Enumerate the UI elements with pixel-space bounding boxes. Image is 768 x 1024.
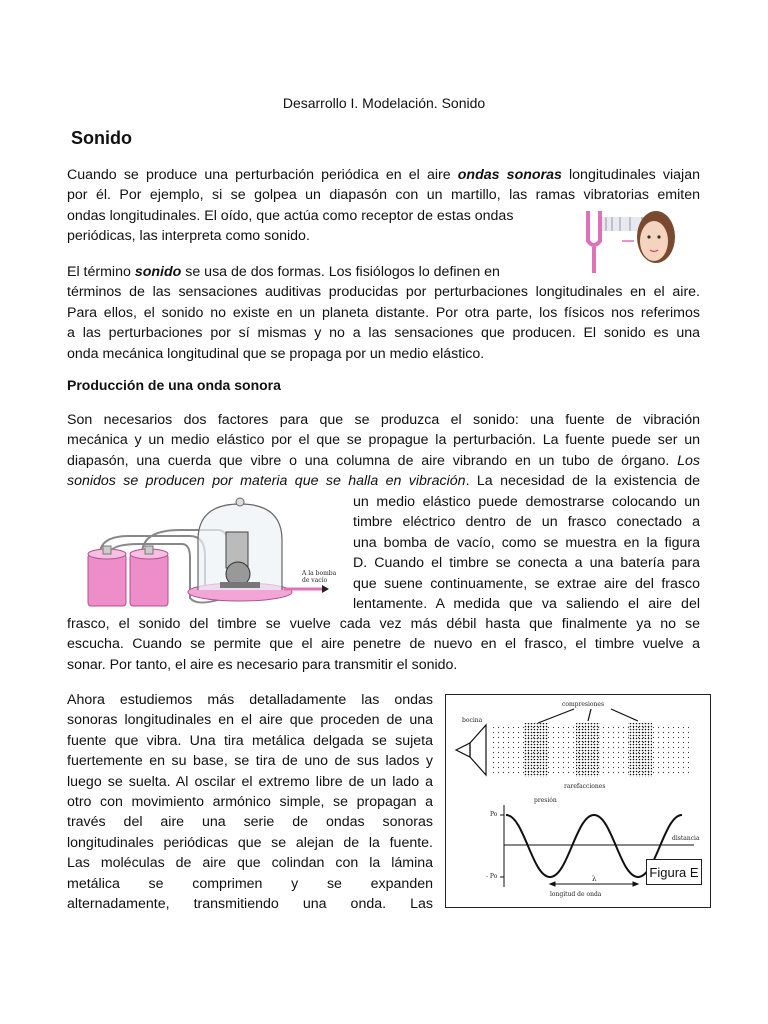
text-line: diapasón, una cuerda que vibre o una columna de aire vibrando en un tubo de órgano. Los [67,452,700,469]
face-icon [637,211,675,263]
text-line: escucha. Cuando se permite que el aire penetre de nuevo en el frasco, el timbre vuelve a [67,636,700,653]
text-line: través del aire una serie de ondas sonoras [67,814,433,831]
neg-po-label: - Po [486,873,498,880]
text-line: alternadamente, transmitiendo una onda. Las [67,895,433,912]
paragraph-3-end [67,614,700,675]
battery-icon [130,546,168,606]
lambda-label: λ [592,875,597,883]
text-line: ondas longitudinales. El oído, que actúa como receptor de estas ondas [67,207,514,224]
text-line: Para ellos, el sonido no existe en un planeta distante. Por otra parte, los físicos nos referimos [67,304,700,321]
text-line: fuertemente en su base, se tira de uno de sus lados y [67,753,433,770]
text-line: timbre eléctrico dentro de un frasco conectado a [353,514,700,531]
text-line: que suene continuamente, se extrae aire del frasco [353,575,700,592]
compression-arrows-icon [538,709,638,723]
section-title: Sonido [71,128,132,148]
text-line: longitudinales periódicas que se alejan de la fuente. [67,834,433,851]
subheading: Producción de una onda sonora [67,377,281,393]
compression-bands [492,723,692,777]
bell-jar-icon [188,498,292,601]
figure-e [445,694,711,908]
compressions-label: compresiones [562,701,605,708]
text-line: El término sonido se usa de dos formas. Los fisiólogos lo definen en [67,264,500,280]
text-line: sonidos se producen por materia que se halla en vibración. La necesidad de la existencia de [67,473,700,490]
text-line: luego se suelta. Al oscilar el extremo libre de un lado a [67,773,433,790]
text-line: términos de las sensaciones auditivas producidas por perturbaciones longitudinales en el aire. [67,284,700,301]
text-line: por él. Por ejemplo, si se golpea un diapasón con un martillo, las ramas vibratorias emiten [67,187,700,204]
text-line: otro con movimiento armónico simple, se propagan a [67,793,433,810]
horn-label: bocina [462,717,483,724]
text-line: lentamente. A medida que va saliendo el aire del [353,595,700,612]
text-line: metálica se comprimen y se expanden [67,875,433,892]
paragraph-2 [67,262,700,364]
distance-label: distancia [672,835,700,842]
text-line: Son necesarios dos factores para que se produzca el sonido: una fuente de vibración [67,412,700,428]
po-label: Po [490,811,498,818]
paragraph-3 [67,410,700,492]
battery-icon [88,546,126,606]
text-line: a las perturbaciones por sí mismas y no a las sensaciones que producen. El sonido es una [67,325,700,342]
text-line: sonar. Por tanto, el aire es necesario para transmitir el sonido. [67,656,458,673]
figure-d-caption: A la bomba de vacío [302,570,337,584]
pressure-label: presión [534,797,557,804]
rarefactions-label: rarefacciones [564,783,606,790]
figure-e-label: Figura E [646,859,702,885]
text-line: mecánica y un medio elástico por el que se propague la perturbación. La fuente puede ser un [67,432,700,449]
text-line: una bomba de vacío, como se muestra en la figura [353,534,700,551]
horn-icon [456,725,486,775]
page-header: Desarrollo I. Modelación. Sonido [282,95,486,111]
text-line: onda mecánica longitudinal que se propaga por un medio elástico. [67,345,485,362]
text-line: un medio elástico puede demostrarse colocando un [353,494,700,510]
paragraph-3-wrap [353,492,700,614]
text-line: sonoras longitudinales en el aire que proceden de una [67,712,433,729]
paragraph-4 [67,690,433,914]
wavelength-label: longitud de onda [550,891,602,898]
text-line: D. Cuando el timbre se conecta a una batería para [353,555,700,572]
text-line: fuente que vibra. Una tira metálica delgada se sujeta [67,732,433,749]
text-line: Las moléculas de aire que colindan con la lámina [67,855,433,872]
text-line: frasco, el sonido del timbre se vuelve cada vez más débil hasta que finalmente ya no se [67,616,700,632]
figure-d [70,496,345,614]
text-line: Ahora estudiemos más detalladamente las ondas [67,692,433,708]
text-line: periódicas, las interpreta como sonido. [67,228,310,245]
text-line: Cuando se produce una perturbación periódica en el aire ondas sonoras longitudinales viajan [67,167,700,183]
